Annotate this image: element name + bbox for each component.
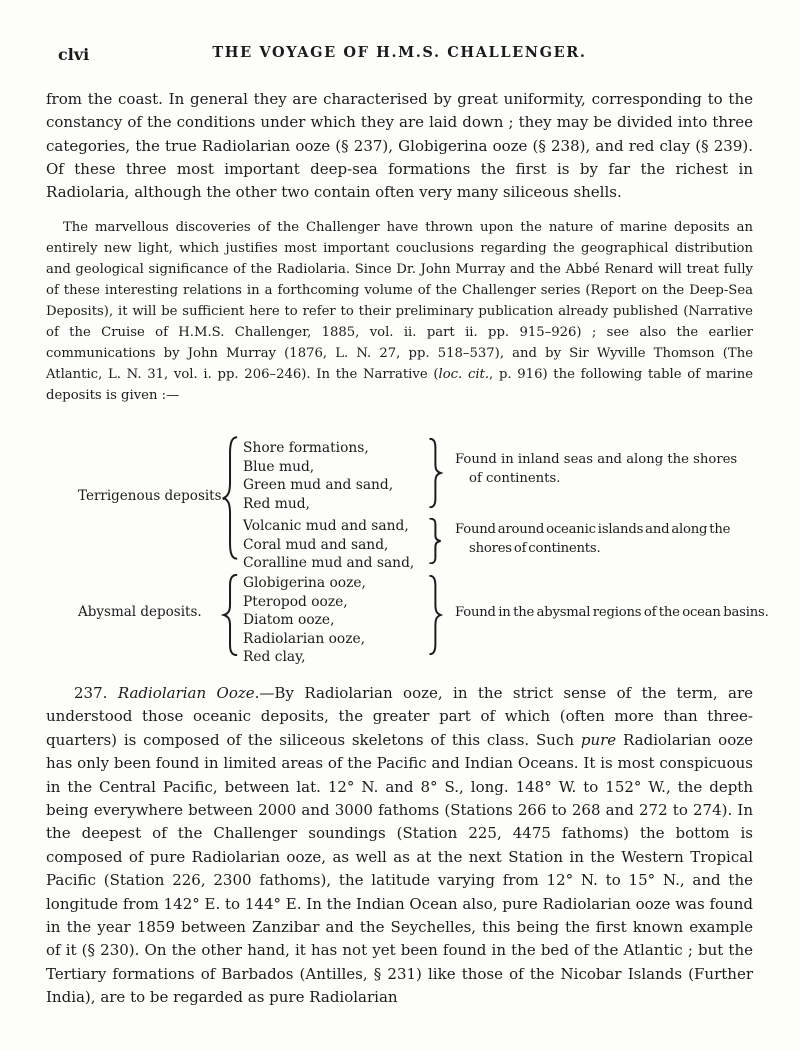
brace-left-icon bbox=[221, 436, 240, 560]
deposit-found-note: Found around oceanic islands and along the shores of continents. bbox=[455, 522, 731, 556]
paragraph-radiolarian-ooze: 237. Radiolarian Ooze.—By Radiolarian ooze, in the strict sense of the term, are understood those oceanic deposits, the greater part of which (often more than three-quarters) is composed of the siliceous skeletons of this class. Such pure Radiolarian ooze has only been found in limited areas of the Pacific and Indian Oceans. It is most conspicuous in the Central Pacific, between lat. 12° N. and 8° S., long. 148° W. to 152° W., the depth being everywhere between 2000 and 3000 fathoms (Stations 266 to 268 and 272 to 274). In the deepest of the Challenger soundings (Station 225, 4475 fathoms) the bottom is composed of pure Radiolarian ooze, as well as at the next Station in the Western Tropical Pacific (Station 226, 2300 fathoms), the latitude varying from 12° N. to 15° N., and the longitude from 142° E. to 144° E. In the Indian Ocean also, pure Radiolarian ooze was found in the year 1859 between Zanzibar and the Seychelles, this being the first known example of it (§ 230). On the other hand, it has not yet been found in the bed of the Atlantic ; but the Tertiary formations of Barbados (Antilles, § 231) like those of the Nicobar Islands (Further India), are to be regarded as pure Radiolarian bbox=[46, 684, 754, 1007]
page-number: clvi bbox=[58, 45, 90, 64]
deposit-item-list bbox=[243, 574, 366, 667]
deposit-item: Coral mud and sand, bbox=[243, 536, 389, 553]
running-title: THE VOYAGE OF H.M.S. CHALLENGER. bbox=[212, 44, 587, 61]
deposit-item: Red clay, bbox=[243, 649, 306, 665]
deposit-item: Pteropod ooze, bbox=[243, 593, 348, 610]
deposit-category-abysmal: Abysmal deposits. bbox=[78, 604, 202, 620]
deposit-category-terrigenous: Terrigenous deposits. bbox=[78, 488, 226, 504]
deposit-item: Radiolarian ooze, bbox=[243, 630, 366, 647]
deposit-item: Blue mud, bbox=[243, 458, 315, 475]
brace-right-icon bbox=[427, 438, 443, 508]
marine-deposits-table bbox=[0, 430, 800, 668]
paragraph-challenger-discoveries: The marvellous discoveries of the Challenger have thrown upon the nature of marine deposits an entirely new light, which justifies most important couclusions regarding the geographical distribution and geological significance of the Radiolaria. Since Dr. John Murray and the Abbé Renard will treat fully of these interesting relations in a forthcoming volume of the Challenger series (Report on the Deep-Sea Deposits), it will be sufficient here to refer to their preliminary publication already published (Narrative of the Cruise of H.M.S. Challenger, 1885, vol. ii. part ii. pp. 915–926) ; see also the earlier communications by John Murray (1876, L. N. 27, pp. 518–537), and by Sir Wyville Thomson (The Atlantic, L. N. 31, vol. i. pp. 206–246). In the Narrative (loc. cit., p. 916) the following table of marine deposits is given :— bbox=[46, 220, 754, 403]
deposit-item: Green mud and sand, bbox=[243, 477, 394, 493]
deposit-item: Volcanic mud and sand, bbox=[243, 518, 409, 534]
deposit-item: Red mud, bbox=[243, 495, 310, 512]
deposit-item: Shore formations, bbox=[243, 440, 369, 456]
deposit-found-note: Found in the abysmal regions of the ocean basins. bbox=[455, 605, 769, 620]
deposit-item-list bbox=[243, 517, 414, 573]
deposit-item-list bbox=[243, 439, 393, 513]
deposit-item: Diatom ooze, bbox=[243, 612, 335, 628]
brace-right-icon bbox=[427, 575, 443, 655]
page-header bbox=[46, 44, 753, 66]
paragraph-deposits-intro: from the coast. In general they are characterised by great uniformity, corresponding to the constancy of the conditions under which they are laid down ; they may be divided into three categories, the true Radiolarian ooze (§ 237), Globigerina ooze (§ 238), and red clay (§ 239). Of these three most important deep-sea formations the first is by far the richest in Radiolaria, although the other two contain often very many siliceous shells. bbox=[46, 90, 753, 202]
deposit-item: Globigerina ooze, bbox=[243, 575, 366, 591]
deposit-item: Coralline mud and sand, bbox=[243, 555, 415, 571]
brace-left-icon bbox=[221, 574, 240, 656]
deposit-found-note: Found in inland seas and along the shores of continents. bbox=[455, 452, 738, 486]
brace-right-icon bbox=[427, 518, 443, 564]
